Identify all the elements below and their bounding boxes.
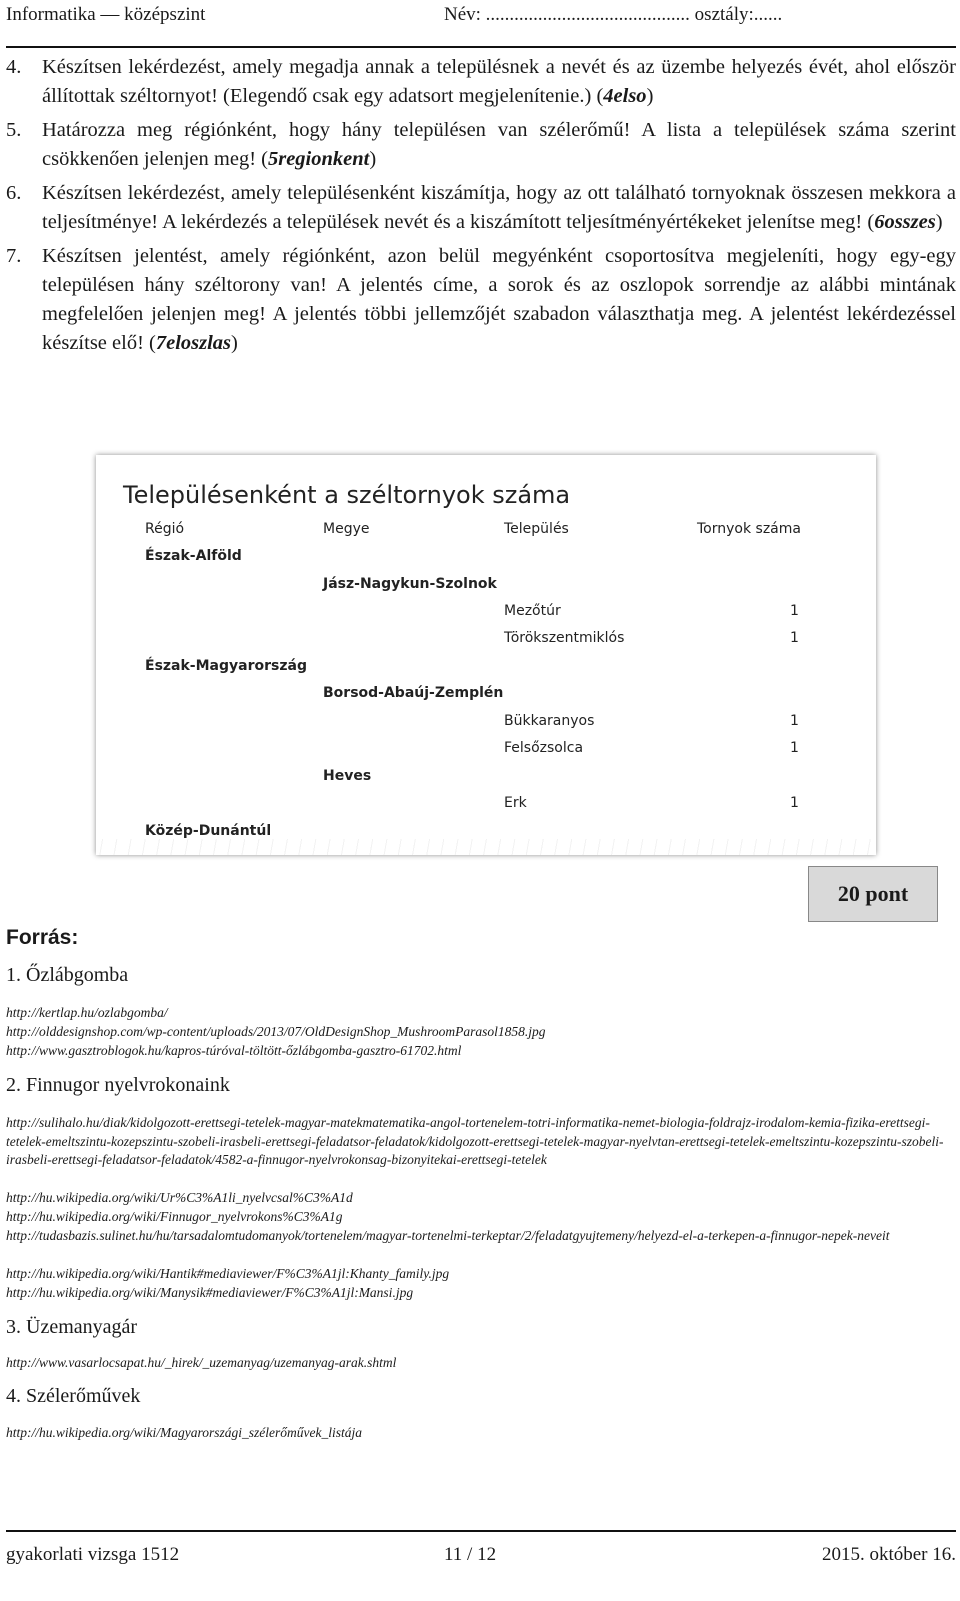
source-link[interactable]: http://hu.wikipedia.org/wiki/Magyarországi_szélerőművek_listája xyxy=(6,1425,362,1440)
settlement-row: Törökszentmiklós xyxy=(504,630,625,646)
task-filename: 4elso xyxy=(603,85,647,107)
task-filename: 7eloszlas xyxy=(155,332,232,354)
source-link[interactable]: http://www.gasztroblogok.hu/kapros-túróval-töltött-őzlábgomba-gasztro-61702.html xyxy=(6,1043,462,1058)
tower-count: 1 xyxy=(790,713,799,729)
report-sample-image xyxy=(96,455,876,855)
task-text-end: ) xyxy=(369,148,377,170)
county-row: Jász-Nagykun-Szolnok xyxy=(323,576,497,592)
source-link[interactable]: http://www.vasarlocsapat.hu/_hirek/_uzemanyag/uzemanyag-arak.shtml xyxy=(6,1355,397,1370)
source-link[interactable]: http://hu.wikipedia.org/wiki/Finnugor_nyelvrokons%C3%A1g xyxy=(6,1209,343,1224)
region-row: Észak-Alföld xyxy=(145,548,242,564)
task-4 xyxy=(6,53,956,111)
source-link[interactable]: http://sulihalo.hu/diak/kidolgozott-erettsegi-tetelek-magyar-matekmatematika-angol-tortenelem-totri-informatika-nemet-biologia-foldrajz-irodalom-kemia-fizika-erettsegi-tetelek-emeltszintu-kozepszintu-szobeli-irasbeli-erettsegi-feladatsor-feladatok/kidolgozott-erettsegi-tetelek-magyar-nyelvtan-erettsegi-tetelek-emeltszintu-kozepszintu-szobeli-irasbeli-erettsegi-feladatsor-feladatok/4582-a-finnugor-nyelvrokonsag-bizonyitekai-erettsegi-tetelek xyxy=(6,1115,944,1167)
task-5 xyxy=(6,116,956,174)
settlement-row: Erk xyxy=(504,795,527,811)
task-text: Készítsen lekérdezést, amely megadja annak a településnek a nevét és az üzembe helyezés évét, ahol először állítottak széltornyot! (Elegendő csak egy adatsort megjelenítenie.) ( xyxy=(42,56,956,107)
task-filename: 5regionkent xyxy=(267,148,370,170)
settlement-row: Bükkaranyos xyxy=(504,713,595,729)
header-rule xyxy=(6,46,956,48)
region-row: Észak-Magyarország xyxy=(145,658,307,674)
source-link[interactable]: http://tudasbazis.sulinet.hu/hu/tarsadalomtudomanyok/tortenelem/magyar-tortenelmi-terkeptar/2/feladatgyujtemeny/helyezd-el-a-terkepen-a-finnugor-nepek-neveit xyxy=(6,1228,890,1243)
county-row: Borsod-Abaúj-Zemplén xyxy=(323,685,504,701)
column-header-telepules: Település xyxy=(504,521,569,537)
task-text: Készítsen jelentést, amely régiónként, azon belül megyénként csoportosítva megjeleníti, hogy egy-egy településen hány széltorony van! A jelentés címe, a sorok és az oszlopok sorrendje az alábbi mintának megfelelően jelenjen meg! A jelentés többi jellemzőjét szabadon választhatja meg. A jelentést lekérdezéssel készítse elő! ( xyxy=(42,245,956,354)
task-number: 7. xyxy=(6,245,22,267)
header-subject: Informatika — középszint xyxy=(6,4,206,25)
task-text-end: ) xyxy=(646,85,654,107)
footer-exam-id: gyakorlati vizsga 1512 xyxy=(6,1544,180,1565)
footer-rule xyxy=(6,1530,956,1532)
task-text: Határozza meg régiónként, hogy hány településen van szélerőmű! A lista a települések száma szerint csökkenően jelenjen meg! ( xyxy=(42,119,956,170)
torn-edge xyxy=(96,839,876,855)
tower-count: 1 xyxy=(790,740,799,756)
task-number: 6. xyxy=(6,182,22,204)
settlement-row: Felsőzsolca xyxy=(504,740,584,756)
tower-count: 1 xyxy=(790,795,799,811)
region-row: Közép-Dunántúl xyxy=(145,823,272,839)
source-link[interactable]: http://hu.wikipedia.org/wiki/Hantik#mediaviewer/F%C3%A1jl:Khanty_family.jpg xyxy=(6,1266,450,1281)
county-row: Heves xyxy=(323,768,372,784)
source-link[interactable]: http://hu.wikipedia.org/wiki/Ur%C3%A1li_nyelvcsal%C3%A1d xyxy=(6,1190,353,1205)
source-link[interactable]: http://kertlap.hu/ozlabgomba/ xyxy=(6,1005,168,1020)
task-6 xyxy=(6,179,956,237)
source-section-heading: 3. Üzemanyagár xyxy=(6,1316,138,1338)
source-section-heading: 1. Őzlábgomba xyxy=(6,964,129,986)
task-list xyxy=(6,53,956,363)
column-header-regio: Régió xyxy=(145,521,185,537)
task-text-end: ) xyxy=(231,332,238,354)
source-section-heading: 2. Finnugor nyelvrokonaink xyxy=(6,1074,230,1096)
column-header-tornyok: Tornyok száma xyxy=(697,521,801,537)
sources-title: Forrás: xyxy=(6,926,79,949)
task-text: Készítsen lekérdezést, amely településenként kiszámítja, hogy az ott található tornyoknak összesen mekkora a teljesítménye! A lekérdezés a települések nevét és a kiszámított teljesítményértékeket jelenítse meg! ( xyxy=(42,182,956,233)
tower-count: 1 xyxy=(790,603,799,619)
footer-date: 2015. október 16. xyxy=(821,1544,956,1565)
report-title: Településenként a széltornyok száma xyxy=(123,481,571,509)
page-header xyxy=(6,0,956,44)
header-name-class-line: Név: ........................................... osztály:...... xyxy=(444,4,783,25)
source-link[interactable]: http://hu.wikipedia.org/wiki/Manysik#mediaviewer/F%C3%A1jl:Mansi.jpg xyxy=(6,1285,414,1300)
task-7 xyxy=(6,242,956,358)
task-filename: 6osszes xyxy=(874,211,936,233)
footer-page-number: 11 / 12 xyxy=(444,1544,497,1565)
task-text-end: ) xyxy=(935,211,943,233)
source-section-heading: 4. Szélerőművek xyxy=(6,1385,141,1407)
column-header-megye: Megye xyxy=(323,521,370,537)
tower-count: 1 xyxy=(790,630,799,646)
settlement-row: Mezőtúr xyxy=(504,603,561,619)
source-link[interactable]: http://olddesignshop.com/wp-content/uploads/2013/07/OldDesignShop_MushroomParasol1858.jpg xyxy=(6,1024,546,1039)
task-number: 5. xyxy=(6,119,22,141)
points-box: 20 pont xyxy=(808,866,938,922)
task-number: 4. xyxy=(6,56,22,78)
